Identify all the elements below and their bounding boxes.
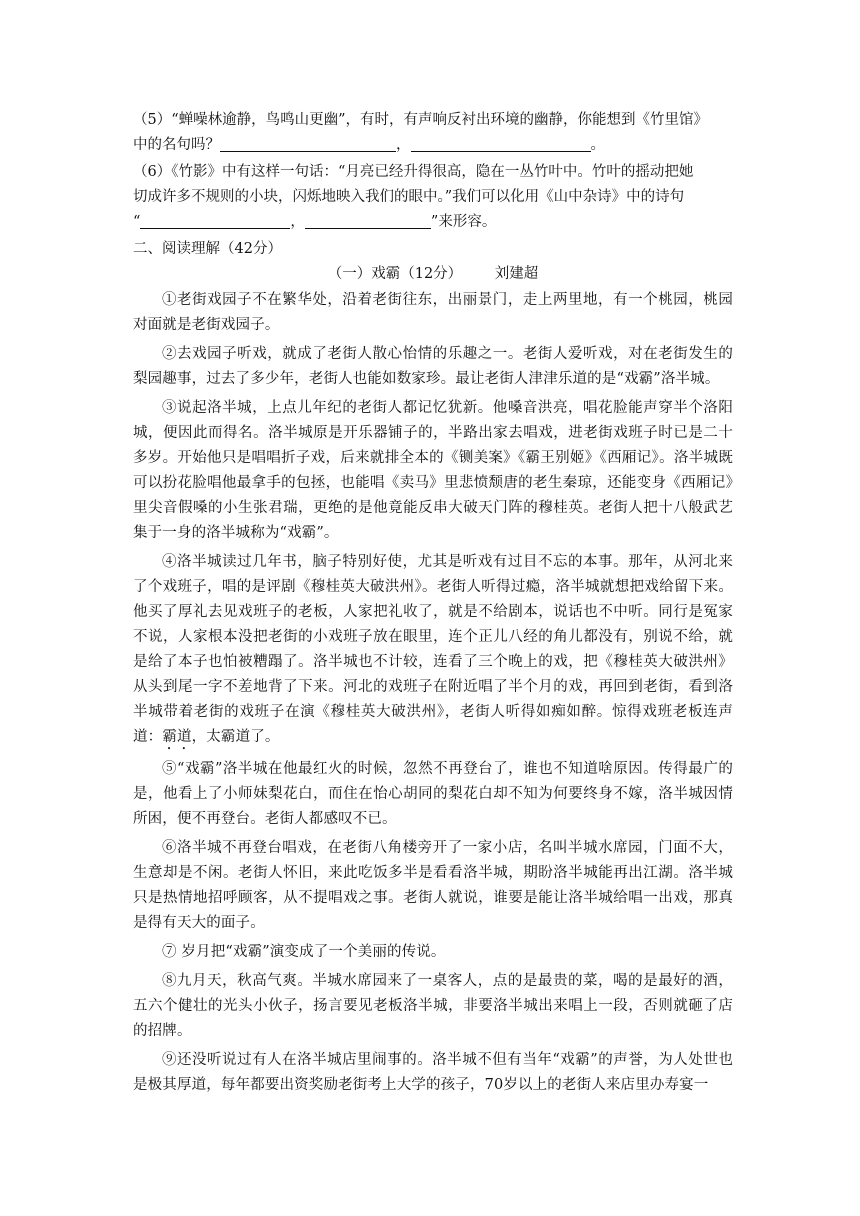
answer-blank-1[interactable]	[220, 136, 396, 152]
separator: ，	[396, 137, 411, 153]
paragraph-7: ⑦ 岁月把“戏霸”演变成了一个美丽的传说。	[162, 944, 446, 960]
question-6-line1: （6）《竹影》中有这样一句话：“月亮已经升得很高，隐在一丛竹叶中。竹叶的摇动把她	[133, 164, 694, 180]
paragraph-4	[133, 550, 733, 753]
question-6	[133, 160, 733, 235]
answer-blank-2[interactable]	[411, 136, 591, 152]
paragraph-8: ⑧九月天，秋高气爽。半城水席园来了一桌客人，点的是最贵的菜，喝的是最好的酒，五六个健壮的光头小伙子，扬言要见老板洛半城，非要洛半城出来唱上一段，否则就砸了店的招牌。	[133, 973, 733, 1039]
open-quote: “	[133, 214, 141, 230]
answer-blank-3[interactable]	[140, 213, 290, 229]
paragraph-9: ⑨还没听说过有人在洛半城店里闹事的。洛半城不但有当年“戏霸”的声誉，为人处世也是极其厚道，每年都要出资奖励老街考上大学的孩子，70岁以上的老街人来店里办寿宴一	[133, 1052, 733, 1093]
emphasized-word: 霸道	[162, 729, 192, 745]
question-5-line1: （5）“蝉噪林逾静，鸟鸣山更幽”，有时，有声响反衬出环境的幽静，你能想到《竹里馆》	[133, 112, 709, 128]
paragraph-4-text: ④洛半城读过几年书，脑子特别好使，尤其是听戏有过目不忘的本事。那年，从河北来了个戏班子，唱的是评剧《穆桂英大破洪州》。老街人听得过瘾，洛半城就想把戏给留下来。他买了厚礼去见戏班子的老板，人家把礼收了，就是不给剧本，说话也不中听。同行是冤家不说，人家根本没把老街的小戏班子放在眼里，连个正儿八经的角儿都没有，别说不给，就是给了本子也怕被糟蹋了。洛半城也不计较，连看了三个晚上的戏，把《穆桂英大破洪州》从头到尾一字不差地背了下来。河北的戏班子在附近唱了半个月的戏，再回到老街，看到洛半城带着老街的戏班子在演《穆桂英大破洪州》，老街人听得如痴如醉。惊得戏班老板连声道：	[133, 554, 733, 745]
question-6-line3	[133, 210, 733, 235]
paragraph-1: ①老街戏园子不在繁华处，沿着老街往东，出丽景门，走上两里地，有一个桃园，桃园对面就是老街戏园子。	[133, 292, 733, 333]
question-6-line2: 切成许多不规则的小块，闪烁地映入我们的眼中。”我们可以化用《山中杂诗》中的诗句	[133, 189, 685, 205]
paragraph-6: ⑥洛半城不再登台唱戏，在老街八角楼旁开了一家小店，名叫半城水席园，门面不大，生意却是不闲。老街人怀旧，来此吃饭多半是看看洛半城，期盼洛半城能再出江湖。洛半城只是热情地招呼顾客，从不提唱戏之事。老街人就说，谁要是能让洛半城给唱一出戏，那真是得有天大的面子。	[133, 840, 733, 931]
question-5	[133, 108, 733, 158]
paragraph-4-tail: ，太霸道了。	[191, 729, 280, 745]
article-title: （一）戏霸（12分）	[327, 266, 463, 282]
period: 。	[590, 137, 605, 153]
article-author: 刘建超	[494, 266, 539, 282]
close-quote: ”来形容。	[430, 214, 497, 230]
paragraph-5: ⑤“戏霸”洛半城在他最红火的时候，忽然不再登台了，谁也不知道啥原因。传得最广的是，他看上了小师妹梨花白，而住在怡心胡同的梨花白却不知为何要终身不嫁，洛半城因情所困，便不再登台。老街人都感叹不已。	[133, 761, 733, 827]
article-title-row	[133, 262, 733, 283]
article-body	[133, 288, 733, 1098]
paragraph-3: ③说起洛半城，上点儿年纪的老街人都记忆犹新。他嗓音洪亮，唱花脸能声穿半个洛阳城，便因此而得名。洛半城原是开乐器铺子的，半路出家去唱戏，进老街戏班子时已是二十多岁。开始他只是唱唱折子戏，后来就排全本的《铡美案》《霸王别姬》《西厢记》。洛半城既可以扮花脸唱他最拿手的包拯，也能唱《卖马》里悲愤颓唐的老生秦琼，还能变身《西厢记》里尖音假嗓的小生张君瑞，更绝的是他竟能反串大破天门阵的穆桂英。老街人把十八般武艺集于一身的洛半城称为“戏霸”。	[133, 400, 733, 541]
separator: ，	[290, 214, 305, 230]
section-heading: 二、阅读理解（42分）	[133, 241, 282, 257]
answer-blank-4[interactable]	[305, 213, 431, 229]
question-5-line2	[133, 133, 733, 158]
paragraph-2: ②去戏园子听戏，就成了老街人散心怡情的乐趣之一。老街人爱听戏，对在老街发生的梨园趣事，过去了多少年，老街人也能如数家珍。最让老街人津津乐道的是“戏霸”洛半城。	[133, 346, 733, 387]
question-5-prefix: 中的名句吗？	[133, 137, 220, 153]
